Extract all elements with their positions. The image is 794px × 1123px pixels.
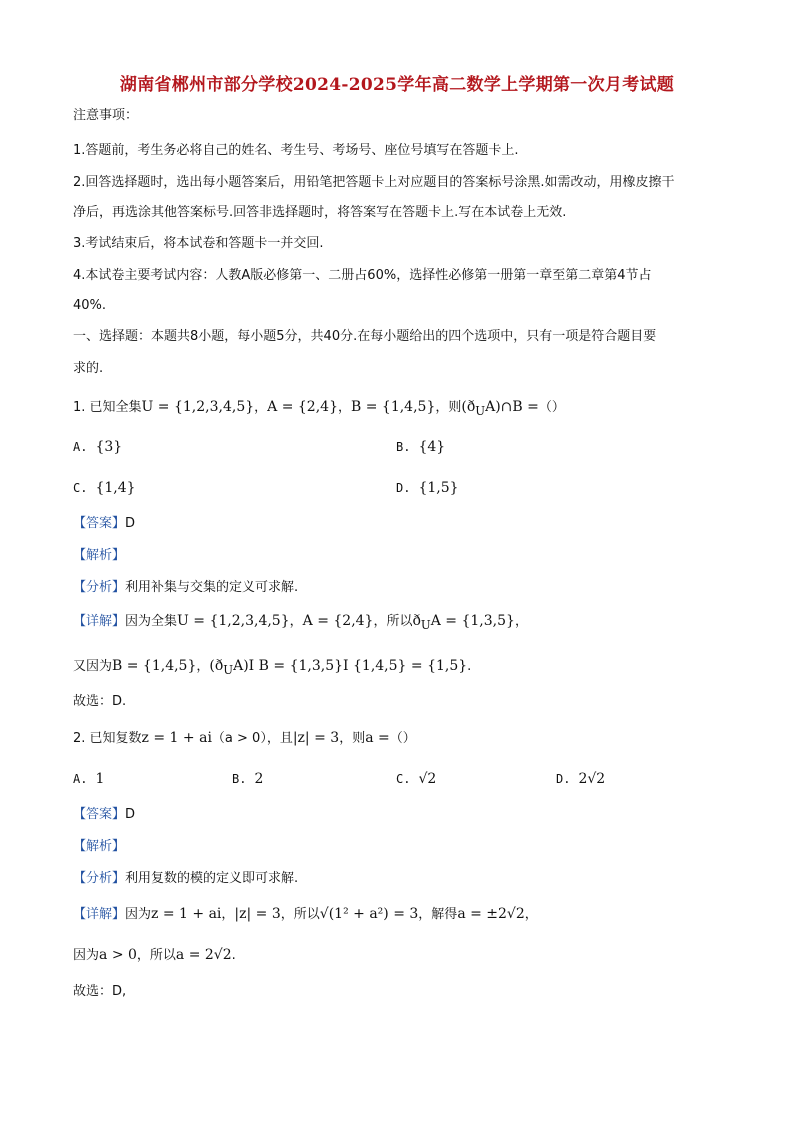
q1-option-b: B. {4}: [396, 439, 446, 455]
q1-set-b: B = {1,4,5}: [351, 399, 436, 415]
q1-set-u: U = {1,2,3,4,5}: [141, 399, 255, 415]
note-2b: 净后，再选涂其他答案标号.回答非选择题时，将答案写在答题卡上.写在本试卷上无效.: [73, 205, 567, 220]
q1-fenxi: 【分析】利用补集与交集的定义可求解.: [73, 580, 299, 595]
q1-stem: 1. 已知全集U = {1,2,3,4,5}，A = {2,4}，B = {1,4,5}，则$(ð_UA)\cap B$ =（）: [73, 399, 565, 418]
q1-option-a: A. {3}: [73, 439, 123, 455]
q1-answer: 【答案】D: [73, 516, 136, 531]
q1-expression: $(ð_UA)\cap B$ =: [461, 399, 539, 418]
q1-detail-2: 又因为B = {1,4,5}，$(ð_UA)Ⅰ$ B = {1,3,5}Ⅰ {1,4,5} = {1,5}.: [73, 658, 472, 677]
q1-detail-1: 【详解】因为全集U = {1,2,3,4,5}，A = {2,4}，所以$ð_UA = \{1,3,5\}$，: [73, 613, 528, 632]
q2-option-d: D. 2√2: [556, 771, 606, 787]
note-1: 1.答题前，考生务必将自己的姓名、考生号、考场号、座位号填写在答题卡上.: [73, 143, 519, 158]
note-4b: 40%.: [73, 298, 107, 313]
q1-analysis-tag: 【解析】: [73, 548, 126, 563]
q2-option-a: A. 1: [73, 771, 105, 787]
page-title: 湖南省郴州市部分学校2024-2025学年高二数学上学期第一次月考试题: [119, 75, 675, 95]
q2-option-b: B. 2: [232, 771, 264, 787]
q2-answer: 【答案】D: [73, 807, 136, 822]
note-2a: 2.回答选择题时，选出每小题答案后，用铅笔把答题卡上对应题目的答案标号涂黑.如需改动，用橡皮擦干: [73, 175, 675, 190]
q2-detail-2: 因为a > 0，所以a = 2√2.: [73, 947, 236, 963]
q1-option-d: D. {1,5}: [396, 480, 459, 496]
note-4a: 4.本试卷主要考试内容：人教A版必修第一、二册占60%，选择性必修第一册第一章至第二章第4节占: [73, 268, 652, 283]
q2-conclusion: 故选：D,: [73, 984, 127, 999]
q2-stem: 2. 已知复数z = 1 + ai（a > 0），且|z| = 3，则a =（）: [73, 730, 416, 746]
q1-conclusion: 故选：D.: [73, 694, 127, 709]
section-1-heading-b: 求的.: [73, 361, 104, 376]
note-3: 3.考试结束后，将本试卷和答题卡一并交回.: [73, 236, 324, 251]
q2-fenxi: 【分析】利用复数的模的定义即可求解.: [73, 871, 299, 886]
q1-set-a: A = {2,4}: [267, 399, 338, 415]
q2-detail-1: 【详解】因为z = 1 + ai，|z| = 3，所以√(1² + a²) = 3，解得a = ±2√2，: [73, 906, 538, 922]
q1-option-c: C. {1,4}: [73, 480, 136, 496]
q2-option-c: C. √2: [396, 771, 437, 787]
notes-heading: 注意事项：: [73, 108, 139, 123]
section-1-heading-a: 一、选择题：本题共8小题，每小题5分，共40分.在每小题给出的四个选项中，只有一项是符合题目要: [73, 329, 657, 344]
q2-analysis-tag: 【解析】: [73, 839, 126, 854]
